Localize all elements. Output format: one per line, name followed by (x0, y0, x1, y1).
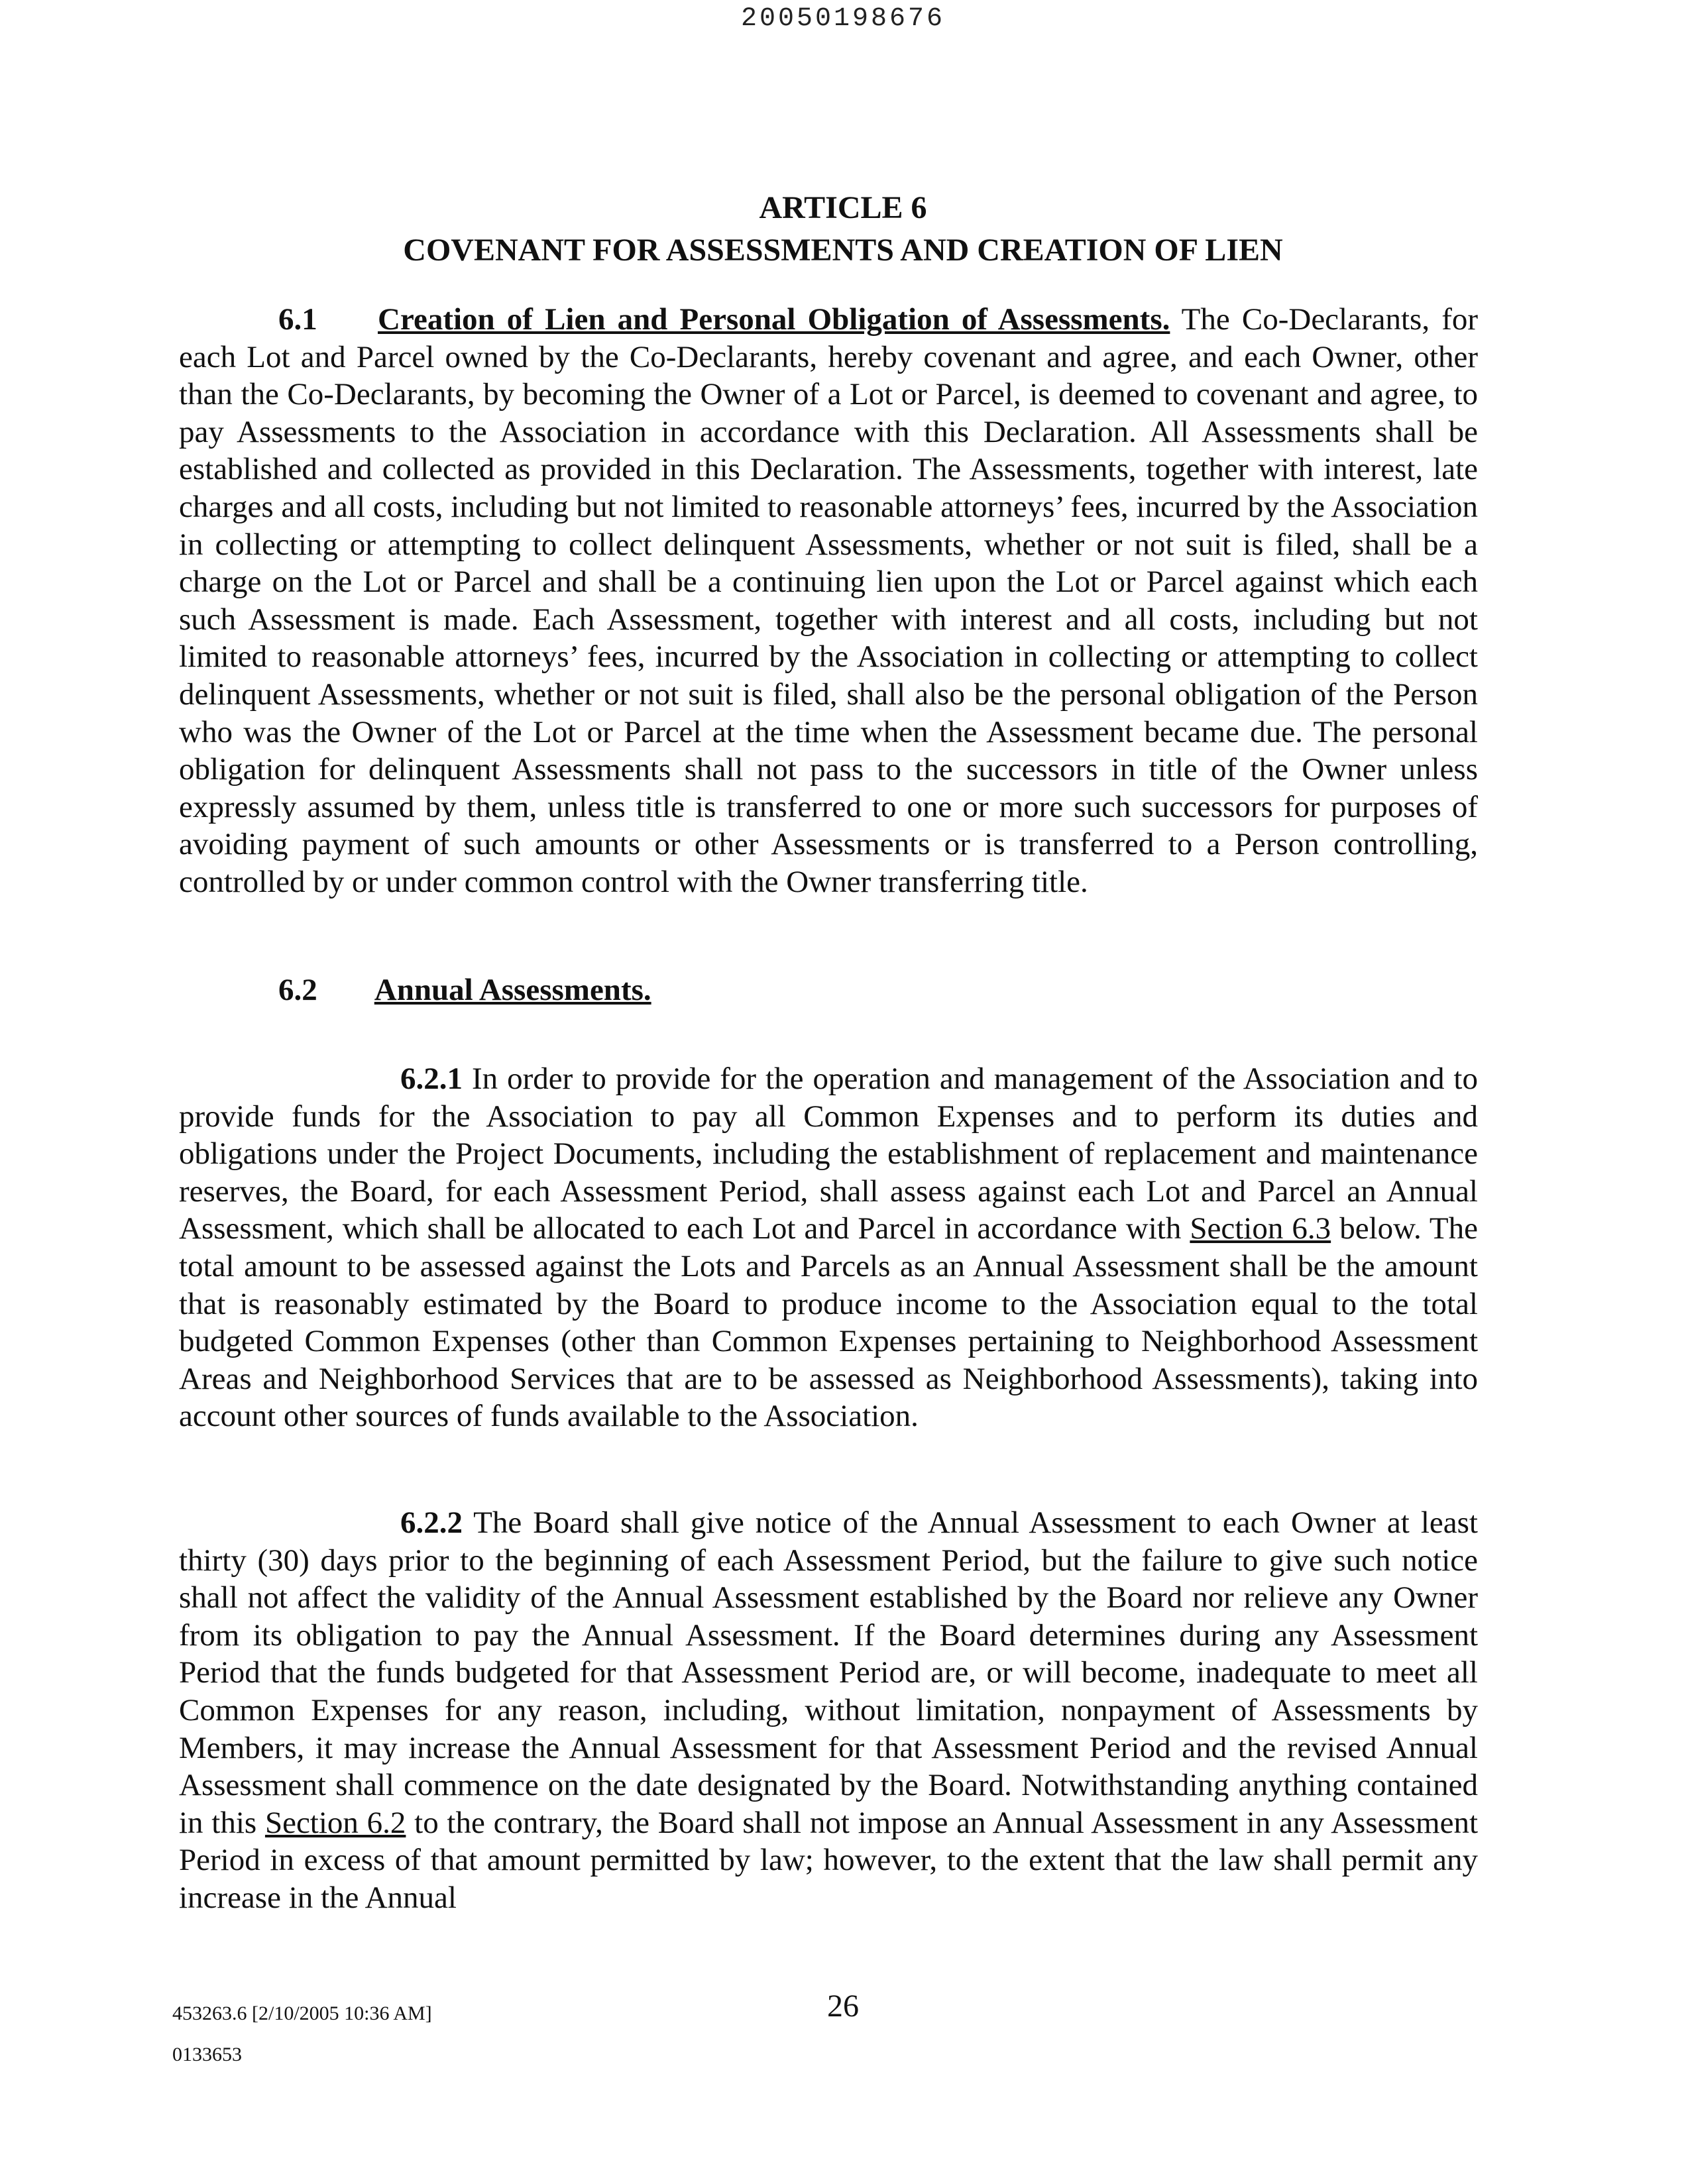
section-text-a: In order to provide for the operation and management of the Association and to provide funds for the Association to pay all Common Expenses and to perform its duties and obligations under the Project Documents, including the establishment of replacement and maintenance reserves, the Board, for each Assessment Period, shall assess against each Lot and Parcel an Annual Assessment, which shall be allocated to each Lot and Parcel in accordance with (179, 1062, 1478, 1246)
section-6-2-1 (179, 1060, 1478, 1435)
section-number: 6.2.1 (400, 1062, 463, 1096)
section-reference-link: Section 6.3 (1190, 1211, 1331, 1246)
article-heading (0, 187, 1686, 272)
footer-file-number: 0133653 (172, 2044, 242, 2065)
page-number: 26 (827, 1989, 859, 2024)
document-number: 20050198676 (740, 4, 946, 34)
section-text-b: to the contrary, the Board shall not impose an Annual Assessment in any Assessment Period in excess of that amount permitted by law; however, to the extent that the law shall permit any increase in the Annual (179, 1805, 1479, 1915)
section-text-b: below. The total amount to be assessed against the Lots and Parcels as an Annual Assessment shall be the amount that is reasonably estimated by the Board to produce income to the Association equal to the total budgeted Common Expenses (other than Common Expenses pertaining to Neighborhood Assessment Areas and Neighborhood Services that are to be assessed as Neighborhood Assessments), taking into account other sources of funds available to the Association. (179, 1211, 1479, 1434)
section-reference-link: Section 6.2 (264, 1805, 406, 1840)
section-6-2-2 (179, 1504, 1478, 1917)
article-number: ARTICLE 6 (759, 190, 927, 225)
section-heading: Creation of Lien and Personal Obligation of Assessments. (378, 302, 1170, 337)
section-text: The Co-Declarants, for each Lot and Parcel owned by the Co-Declarants, hereby covenant and agree, and each Owner, other than the Co-Declarants, by becoming the Owner of a Lot or Parcel, is deemed to covenant and agree, to pay Assessments to the Association in accordance with this Declaration. All Assessments shall be established and collected as provided in this Declaration. The Assessments, together with interest, late charges and all costs, including but not limited to reasonable attorneys’ fees, incurred by the Association in collecting or attempting to collect delinquent Assessments, whether or not suit is filed, shall be a charge on the Lot or Parcel and shall be a continuing lien upon the Lot or Parcel against which each such Assessment is made. Each Assessment, together with interest and all costs, including but not limited to reasonable attorneys’ fees, incurred by the Association in collecting or attempting to collect delinquent Assessments, whether or not suit is filed, shall also be the personal obligation of the Person who was the Owner of the Lot or Parcel at the time when the Assessment became due. The personal obligation for delinquent Assessments shall not pass to the successors in title of the Owner unless expressly assumed by them, unless title is transferred to one or more such successors for purposes of avoiding payment of such amounts or other Assessments or is transferred to a Person controlling, controlled by or under common control with the Owner transferring title. (179, 302, 1479, 899)
section-6-2 (179, 971, 1478, 1009)
section-text-a: The Board shall give notice of the Annual Assessment to each Owner at least thirty (30) days prior to the beginning of each Assessment Period, but the failure to give such notice shall not affect the validity of the Annual Assessment established by the Board nor relieve any Owner from its obligation to pay the Annual Assessment. If the Board determines during any Assessment Period that the funds budgeted for that Assessment Period are, or will become, inadequate to meet all Common Expenses for any reason, including, without limitation, nonpayment of Assessments by Members, it may increase the Annual Assessment for that Assessment Period and the revised Annual Assessment shall commence on the date designated by the Board. Notwithstanding anything contained in this (179, 1505, 1478, 1840)
section-number: 6.2.2 (400, 1505, 463, 1540)
section-number: 6.2 (278, 973, 317, 1007)
footer-doc-id: 453263.6 [2/10/2005 10:36 AM] (172, 2002, 432, 2024)
section-6-1: 6.1 Creation of Lien and Personal Obligation of Assessments. The Co-Declarants, for each Lot and Parcel owned by the Co-Declarants, hereby covenant and agree, and each Owner, other than the Co-Declarants, by becoming the Owner of a Lot or Parcel, is deemed to covenant and agree, to pay Assessments to the Association in accordance with this Declaration. All Assessments shall be established and collected as provided in this Declaration. The Assessments, together with interest, late charges and all costs, including but not limited to reasonable attorneys’ fees, incurred by the Association in collecting or attempting to collect delinquent Assessments, whether or not suit is filed, shall be a charge on the Lot or Parcel and shall be a continuing lien upon the Lot or Parcel against which each such Assessment is made. Each Assessment, together with interest and all costs, including but not limited to reasonable attorneys’ fees, incurred by the Association in collecting or attempting to collect delinquent Assessments, whether or not suit is filed, shall also be the personal obligation of the Person who was the Owner of the Lot or Parcel at the time when the Assessment became due. The personal obligation for delinquent Assessments shall not pass to the successors in title of the Owner unless expressly assumed by them, unless title is transferred to one or more such successors for purposes of avoiding payment of such amounts or other Assessments or is transferred to a Person controlling, controlled by or under common control with the Owner transferring title. (179, 302, 1479, 899)
section-heading: Annual Assessments. (374, 973, 651, 1007)
article-title: COVENANT FOR ASSESSMENTS AND CREATION OF LIEN (403, 233, 1283, 268)
